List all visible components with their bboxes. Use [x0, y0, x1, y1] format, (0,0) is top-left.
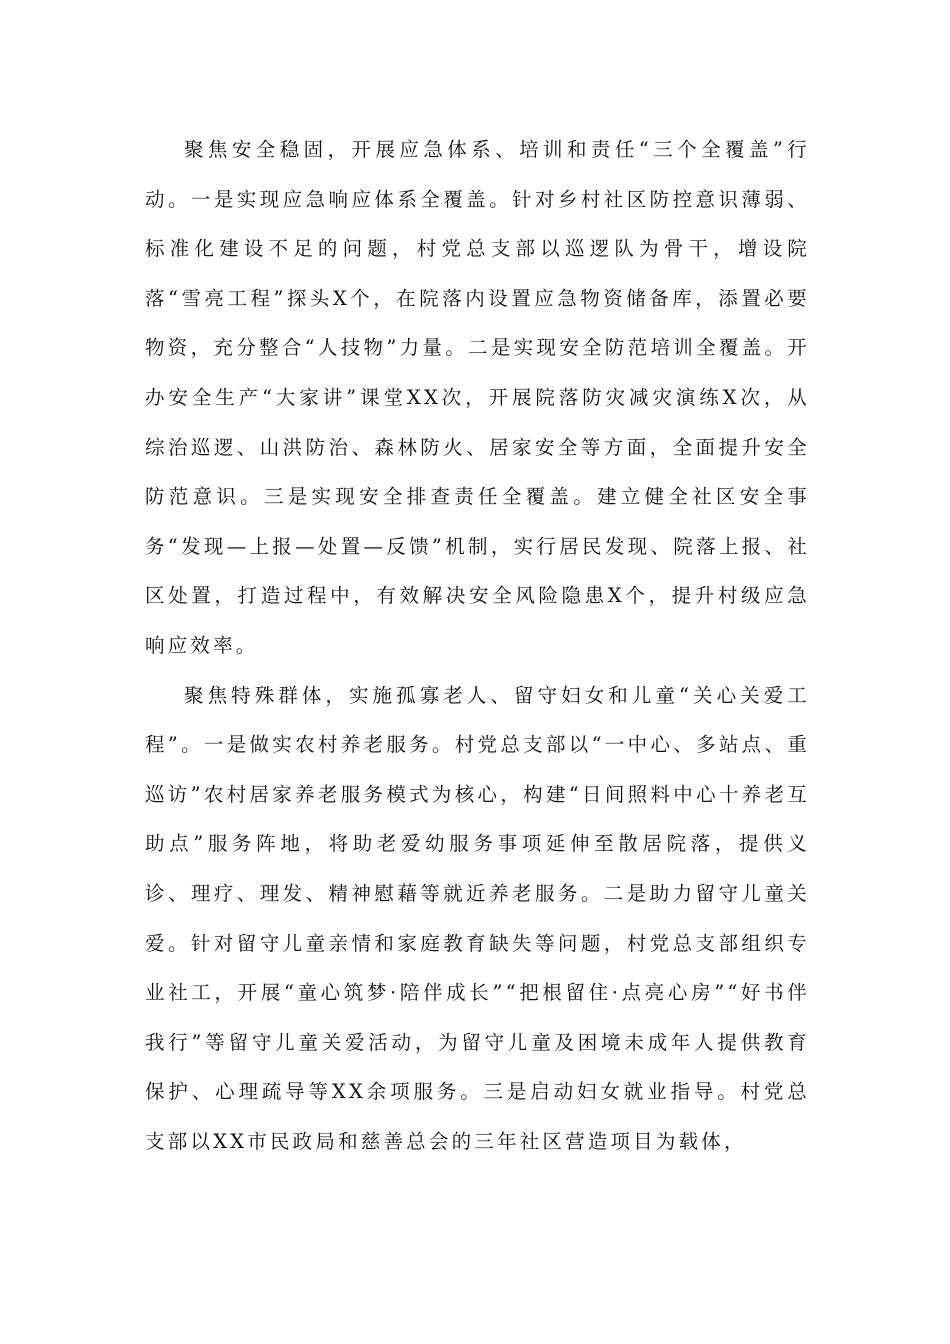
- paragraph-safety: 聚焦安全稳固，开展应急体系、培训和责任“三个全覆盖”行动。一是实现应急响应体系全覆盖。针对乡村社区防控意识薄弱、标准化建设不足的问题，村党总支部以巡逻队为骨干，增设院落“雪亮工程”探头X个，在院落内设置应急物资储备库，添置必要物资，充分整合“人技物”力量。二是实现安全防范培训全覆盖。开办安全生产“大家讲”课堂XX次，开展院落防灾减灾演练X次，从综治巡逻、山洪防治、森林防火、居家安全等方面，全面提升安全防范意识。三是实现安全排查责任全覆盖。建立健全社区安全事务“发现—上报—处置—反馈”机制，实行居民发现、院落上报、社区处置，打造过程中，有效解决安全风险隐患X个，提升村级应急响应效率。: [145, 138, 810, 657]
- paragraph-special-groups: 聚焦特殊群体，实施孤寡老人、留守妇女和儿童“关心关爱工程”。一是做实农村养老服务。村党总支部以“一中心、多站点、重巡访”农村居家养老服务模式为核心，构建“日间照料中心十养老互助点”服务阵地，将助老爱幼服务事项延伸至散居院落，提供义诊、理疗、理发、精神慰藉等就近养老服务。二是助力留守儿童关爱。针对留守儿童亲情和家庭教育缺失等问题，村党总支部组织专业社工，开展“童心筑梦·陪伴成长”“把根留住·点亮心房”“好书伴我行”等留守儿童关爱活动，为留守儿童及困境未成年人提供教育保护、心理疏导等XX余项服务。三是启动妇女就业指导。村党总支部以XX市民政局和慈善总会的三年社区营造项目为载体，: [145, 683, 810, 1153]
- document-body: [145, 125, 810, 1166]
